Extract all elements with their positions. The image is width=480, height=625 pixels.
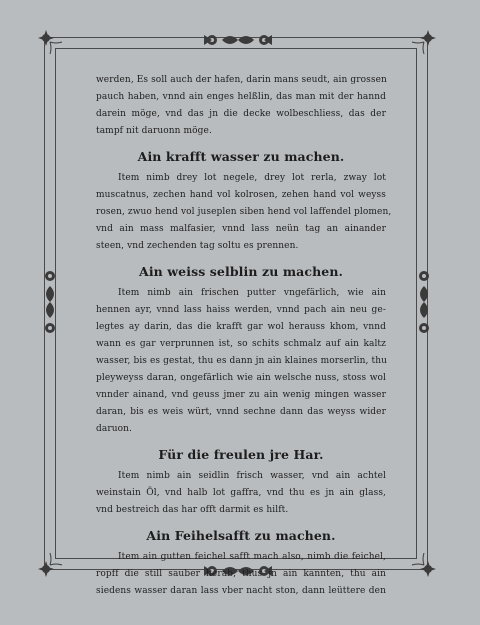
- section-body: [96, 549, 386, 600]
- text-line: Item nimb ain frischen putter vngefärlich, wie ain: [118, 288, 386, 298]
- corner-ornament-bottom-right-icon: [410, 551, 438, 579]
- text-line: siedens wasser daran lass vber nacht ston, dann leüttere den: [96, 586, 386, 596]
- corner-ornament-top-left-icon: [36, 28, 64, 56]
- text-line: vnd bestreich das har offt darmit es hilft.: [96, 505, 289, 515]
- text-line: Item nimb ain seidlin frisch wasser, vnd ain achtel: [118, 471, 386, 481]
- text-line: vnd ain mass malfasier, vnnd lass neün tag an ainander: [96, 224, 386, 234]
- text-line: vnnder ainand, vnd geuss jmer zu ain wenig mingen wasser: [96, 390, 386, 400]
- corner-ornament-bottom-left-icon: [36, 551, 64, 579]
- text-line: ropff die still sauber herab, thus jn ain kannten, thu ain: [96, 569, 386, 579]
- left-middle-ornament-icon: [38, 262, 62, 342]
- text-line: pauch haben, vnnd ain enges helßlin, das man mit der hannd: [96, 92, 386, 102]
- text-line: rosen, zwuo hend vol juseplen siben hend vol laffendel plomen,: [96, 207, 392, 217]
- text-line: hennen ayr, vnnd lass haiss werden, vnnd pach ain neu ge-: [96, 305, 386, 315]
- text-line: daruon.: [96, 424, 133, 434]
- text-line: steen, vnd zechenden tag soltu es prennen.: [96, 241, 299, 251]
- text-line: werden, Es soll auch der hafen, darin mans seudt, ain grossen: [96, 75, 387, 85]
- text-line: darein möge, vnd das jn die decke wolbeschliess, das der: [96, 109, 386, 119]
- page-content: [96, 72, 392, 600]
- section-heading: Für die freulen jre Har.: [158, 447, 324, 462]
- section-heading: Ain weiss selblin zu machen.: [139, 264, 343, 279]
- text-line: Item ain gutten feichel safft mach also, nimb die feichel,: [118, 552, 386, 562]
- section-body: [96, 285, 386, 438]
- text-line: wasser, bis es gestat, thu es dann jn ain klaines morserlin, thu: [96, 356, 387, 366]
- text-line: tampf nit daruonn möge.: [96, 126, 212, 136]
- section-body: [96, 468, 386, 519]
- section-body: [96, 170, 392, 255]
- text-line: Item nimb drey lot negele, drey lot rerla, zway lot: [118, 173, 386, 183]
- right-middle-ornament-icon: [412, 262, 436, 342]
- text-line: muscatnus, zechen hand vol kolrosen, zehen hand vol weyss: [96, 190, 386, 200]
- section-heading: Ain Feihelsafft zu machen.: [146, 528, 336, 543]
- text-line: legtes ay darin, das die krafft gar wol herauss khom, vnnd: [96, 322, 386, 332]
- text-line: pleyweyss daran, ongefärlich wie ain welsche nuss, stoss wol: [96, 373, 386, 383]
- text-line: weinstain Öl, vnd halb lot gaffra, vnd thu es jn ain glass,: [96, 488, 386, 498]
- top-center-ornament-icon: [198, 29, 278, 51]
- section-heading: Ain krafft wasser zu machen.: [137, 149, 345, 164]
- corner-ornament-top-right-icon: [410, 28, 438, 56]
- text-line: daran, bis es weis würt, vnnd sechne dann das weyss wider: [96, 407, 386, 417]
- text-line: wann es gar verprunnen ist, so schits schmalz auf ain kaltz: [96, 339, 386, 349]
- paragraph-intro: [96, 72, 386, 140]
